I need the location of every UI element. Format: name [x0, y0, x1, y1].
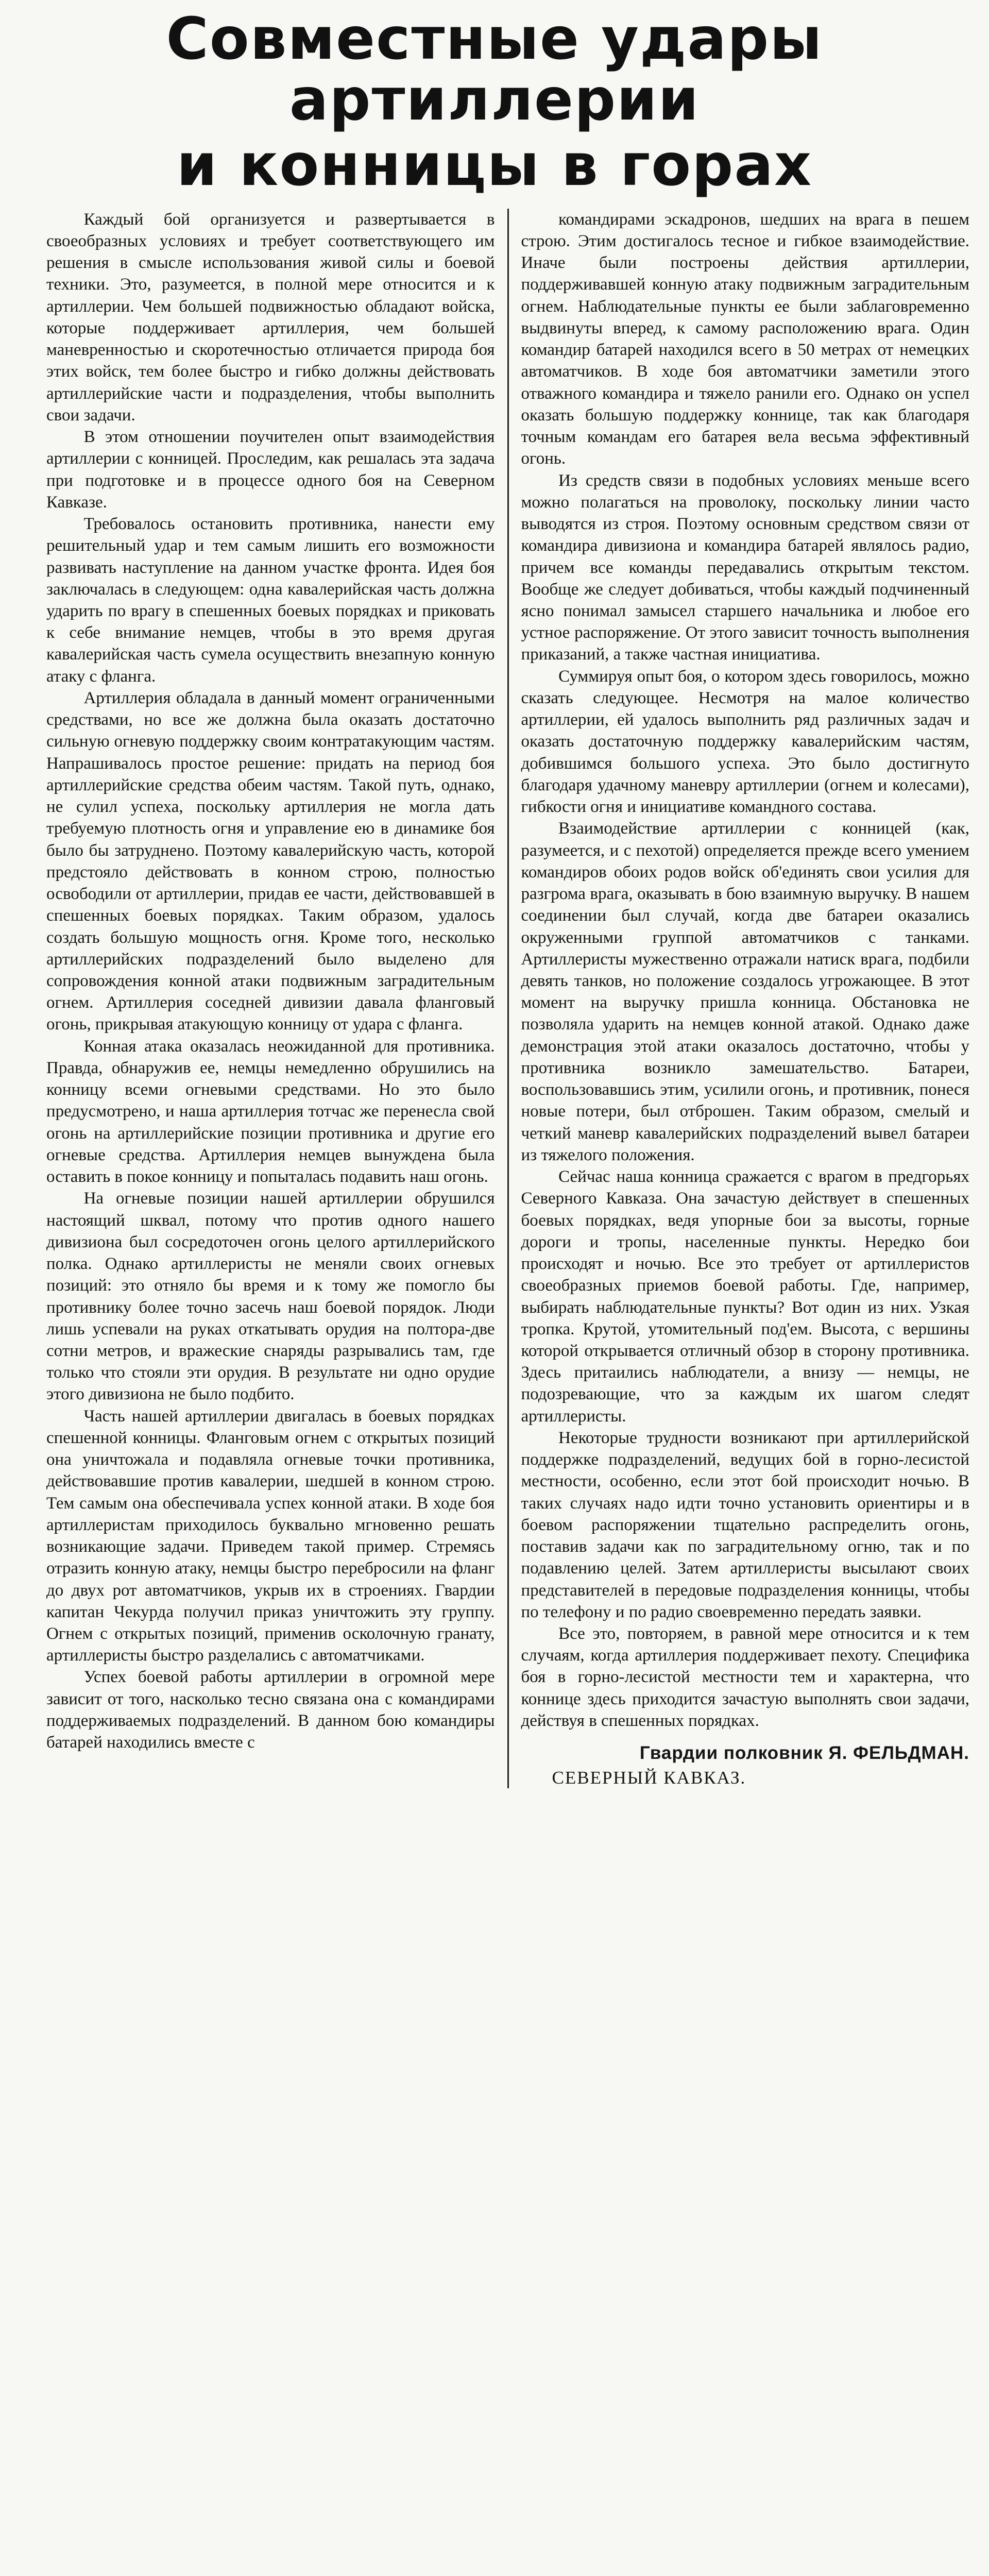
article-columns — [10, 209, 979, 1788]
paragraph: Из средств связи в подобных условиях меньше всего можно полагаться на проволоку, поскольку линии часто выводятся из строя. Поэтому основным средством связи от командира дивизиона и командира батарей являлось радио, причем все команды передавались открытым текстом. Вообще же следует добиваться, чтобы каждый подчиненный ясно понимал замысел старшего начальника и любое его устное распоряжение. От этого зависит точность выполнения приказаний, а также частная инициатива. — [521, 471, 969, 664]
article-headline — [10, 6, 979, 199]
paragraph: Часть нашей артиллерии двигалась в боевых порядках спешенной конницы. Фланговым огнем с открытых позиций она уничтожала и подавляла огневые точки противника, действовавшие против кавалерии, шедшей в конном строю. Тем самым она обеспечивала успех конной атаки. В ходе боя артиллеристам приходилось буквально мгновенно решать возникающие задачи. Приведем такой пример. Стремясь отразить конную атаку, немцы быстро перебросили на фланг до двух рот автоматчиков, укрыв их в строениях. Гвардии капитан Чекурда получил приказ уничтожить эту группу. Огнем с открытых позиций, применив осколочную гранату, артиллеристы быстро разделались с автоматчиками. — [46, 1406, 495, 1665]
paragraph: Конная атака оказалась неожиданной для противника. Правда, обнаружив ее, немцы немедленно обрушились на конницу всеми огневыми средствами. Но это было предусмотрено, и наша артиллерия тотчас же перенесла свой огонь на артиллерийские позиции противника и другие его огневые средства. Артиллерия немцев вынуждена была оставить в покое конницу и попыталась подавить наш огонь. — [46, 1037, 495, 1187]
paragraph: Суммируя опыт боя, о котором здесь говорилось, можно сказать следующее. Несмотря на малое количество артиллерии, ей удалось выполнить ряд различных задач и оказать достаточную поддержку кавалерийским частям, добившимся большого успеха. Это было достигнуто благодаря удачному маневру артиллерии (огнем и колесами), гибкости огня и инициативе командного состава. — [521, 667, 969, 817]
paragraph: командирами эскадронов, шедших на врага в пешем строю. Этим достигалось тесное и гибкое взаимодействие. Иначе были построены действия артиллерии, поддерживавшей конную атаку подвижным заградительным огнем. Наблюдательные пункты ее были заблаговременно выдвинуты вперед, к самому расположению врага. Один командир батарей находился всего в 50 метрах от немецких автоматчиков. В ходе боя автоматчики заметили этого отважного командира и тяжело ранили его. Однако он успел оказать большую поддержку коннице, так как благодаря точным командам его батарея вела весьма эффективный огонь. — [521, 210, 969, 468]
paragraph: Успех боевой работы артиллерии в огромной мере зависит от того, насколько тесно связана она с командирами поддерживаемых подразделений. В данном бою командиры батарей находились вместе с — [46, 1668, 495, 1752]
headline-line-2: и конницы в горах — [176, 132, 813, 199]
author-signature: Гвардии полковник Я. ФЕЛЬДМАН. — [639, 1743, 969, 1764]
paragraph: Сейчас наша конница сражается с врагом в предгорьях Северного Кавказа. Она зачастую действует в спешенных боевых порядках, ведя упорные бои за высоты, горные дороги и тропы, населенные пункты. Нередко бои происходят и ночью. Все это требует от артиллеристов своеобразных приемов боевой работы. Где, например, выбирать наблюдательные пункты? Вот один из них. Узкая тропка. Крутой, утомительный под'ем. Высота, с вершины которой открывается отличный обзор в сторону противника. Здесь притаились наблюдатели, а внизу — немцы, не подозревающие, что за каждым их шагом следят артиллеристы. — [521, 1167, 969, 1426]
dateline: СЕВЕРНЫЙ КАВКАЗ. — [552, 1768, 746, 1788]
paragraph: В этом отношении поучителен опыт взаимодействия артиллерии с конницей. Проследим, как решалась эта задача при подготовке и в процессе одного боя на Северном Кавказе. — [46, 428, 495, 512]
left-column — [10, 209, 507, 1788]
paragraph: Требовалось остановить противника, нанести ему решительный удар и тем самым лишить его возможности развивать наступление на данном участке фронта. Идея боя заключалась в следующем: одна кавалерийская часть должна ударить по врагу в спешенных боевых порядках и приковать к себе внимание немцев, чтобы в это время другая кавалерийская часть сумела осуществить внезапную конную атаку с фланга. — [46, 515, 495, 686]
paragraph: На огневые позиции нашей артиллерии обрушился настоящий шквал, потому что против одного нашего дивизиона был сосредоточен огонь целого артиллерийского полка. Однако артиллеристы не меняли своих огневых позиций: это отняло бы время и к тому же помогло бы противнику более точно засечь наш боевой порядок. Люди лишь успевали на руках откатывать орудия на полтора-две сотни метров, и вражеские снаряды разрывались там, где только что стояли эти орудия. В результате ни одно орудие этого дивизиона не было подбито. — [46, 1189, 495, 1404]
right-column — [507, 209, 979, 1788]
paragraph: Артиллерия обладала в данный момент ограниченными средствами, но все же должна была оказать достаточно сильную огневую поддержку своим контратакующим частям. Напрашивалось простое решение: придать на период боя артиллерийские средства обеим частям. Такой путь, однако, не сулил успеха, поскольку артиллерия не могла дать требуемую плотность огня и управление ею в динамике боя было бы затруднено. Поэтому кавалерийскую часть, которой предстояло действовать в конном строю, полностью освободили от артиллерии, придав ее части, действовавшей в спешенных боевых порядках. Таким образом, удалось создать большую мощность огня. Кроме того, несколько артиллерийских подразделений было выделено для сопровождения конной атаки подвижным заградительным огнем. Артиллерия соседней дивизии давала фланговый огонь, прикрывая атакующую конницу от удара с фланга. — [46, 688, 495, 1034]
paragraph: Все это, повторяем, в равной мере относится и к тем случаям, когда артиллерия поддерживает пехоту. Специфика боя в горно-лесистой местности тем и характерна, что коннице здесь приходится зачастую выполнять свои задачи, действуя в спешенных порядках. — [521, 1624, 969, 1730]
paragraph: Каждый бой организуется и развертывается в своеобразных условиях и требует соответствующего им решения в смысле использования живой силы и боевой техники. Это, разумеется, в полной мере относится и к артиллерии. Чем большей подвижностью обладают войска, которые поддерживает артиллерия, чем большей маневренностью и скоротечностью отличается природа боя этих войск, тем более быстро и гибко должны действовать артиллерийские части и подразделения, чтобы выполнить свои задачи. — [46, 210, 495, 425]
paragraph: Некоторые трудности возникают при артиллерийской поддержке подразделений, ведущих бой в горно-лесистой местности, особенно, если этот бой происходит ночью. В таких случаях надо идти точно установить ориентиры и в боевом распоряжении тщательно распределить огонь, поставив задачи как по заградительному огню, так и по подавлению целей. Затем артиллеристы высылают своих представителей в передовые подразделения конницы, чтобы по телефону и по радио своевременно передать заявки. — [521, 1428, 969, 1621]
paragraph: Взаимодействие артиллерии с конницей (как, разумеется, и с пехотой) определяется прежде всего умением командиров обоих родов войск об'единять свои усилия для разгрома врага, оказывать в бою взаимную выручку. В нашем соединении был случай, когда две батареи оказались окруженными группой автоматчиков с танками. Артиллеристы мужественно отражали натиск врага, подбили девять танков, но положение создалось угрожающее. В этот момент на выручку пришла конница. Обстановка не позволяла ударить на немцев конной атакой. Однако даже демонстрация этой атаки оказалось достаточно, чтобы у противника возникло замешательство. Батареи, воспользовавшись этим, усилили огонь, и противник, понеся новые потери, был отброшен. Таким образом, смелый и четкий маневр кавалерийских подразделений вывел батареи из тяжелого положения. — [521, 819, 969, 1164]
headline-line-1: Совместные удары артиллерии — [166, 6, 823, 133]
